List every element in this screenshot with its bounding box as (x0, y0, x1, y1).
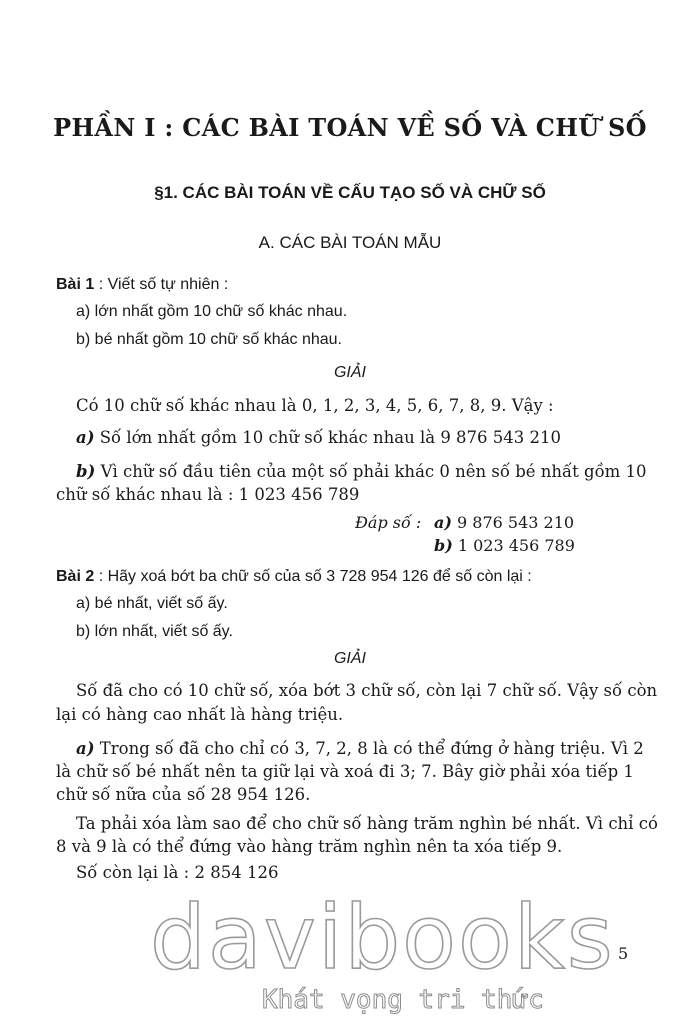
problem-2-statement (56, 568, 532, 586)
problem-1-statement (56, 276, 228, 294)
problem-1-label: Bài 1 (56, 276, 95, 293)
problem-1-solution-heading: GIẢI (333, 364, 366, 381)
problem-2-part-b: b) lớn nhất, viết số ấy. (76, 623, 233, 640)
problem-2-text: : Hãy xoá bớt ba chữ số của số 3 728 954 126 để số còn lại : (94, 568, 532, 585)
problem-1-text: : Viết số tự nhiên : (94, 276, 229, 293)
problem-1-intro: Có 10 chữ số khác nhau là 0, 1, 2, 3, 4, 5, 6, 7, 8, 9. Vậy : (76, 396, 554, 415)
page-number: 5 (618, 944, 629, 963)
problem-1-solution-b-line2: chữ số khác nhau là : 1 023 456 789 (56, 485, 360, 504)
problem-2-p2-line2: 8 và 9 là có thể đứng vào hàng trăm nghìn nên ta xóa tiếp 9. (56, 837, 563, 856)
problem-2-solution-heading: GIẢI (333, 650, 366, 667)
subsection-title: A. CÁC BÀI TOÁN MẪU (258, 233, 442, 252)
problem-2-solution-a-line3: chữ số nữa của số 28 954 126. (56, 785, 311, 804)
problem-2-p1-line1: Số đã cho có 10 chữ số, xóa bớt 3 chữ số, còn lại 7 chữ số. Vậy số còn (76, 681, 658, 700)
watermark-slogan: Khát vọng tri thức (262, 985, 544, 1015)
section-title: §1. CÁC BÀI TOÁN VỀ CẤU TẠO SỐ VÀ CHỮ SỐ (154, 183, 546, 202)
answer-label: Đáp số : (355, 513, 422, 532)
problem-2-solution-a-line1: a) Trong số đã cho chỉ có 3, 7, 2, 8 là có thể đứng ở hàng triệu. Vì 2 (76, 739, 644, 758)
part-title: PHẦN I : CÁC BÀI TOÁN VỀ SỐ VÀ CHỮ SỐ (53, 113, 647, 142)
problem-1-part-b: b) bé nhất gồm 10 chữ số khác nhau. (76, 331, 342, 348)
answer-a: a) 9 876 543 210 (434, 513, 575, 532)
problem-2-part-a: a) bé nhất, viết số ấy. (76, 595, 228, 612)
watermark-brand: davibooks (150, 886, 615, 989)
problem-1-solution-b-line1: b) Vì chữ số đầu tiên của một số phải khác 0 nên số bé nhất gồm 10 (76, 462, 647, 481)
problem-2-p2-line1: Ta phải xóa làm sao để cho chữ số hàng trăm nghìn bé nhất. Vì chỉ có (76, 814, 658, 833)
answer-b: b) 1 023 456 789 (434, 536, 575, 555)
problem-2-result: Số còn lại là : 2 854 126 (76, 863, 279, 882)
problem-2-p1-line2: lại có hàng cao nhất là hàng triệu. (56, 705, 344, 724)
problem-2-label: Bài 2 (56, 568, 95, 585)
problem-2-solution-a-line2: là chữ số bé nhất nên ta giữ lại và xoá đi 3; 7. Bây giờ phải xóa tiếp 1 (56, 762, 634, 781)
problem-1-solution-a: a) Số lớn nhất gồm 10 chữ số khác nhau là 9 876 543 210 (76, 428, 562, 447)
problem-1-part-a: a) lớn nhất gồm 10 chữ số khác nhau. (76, 303, 348, 320)
